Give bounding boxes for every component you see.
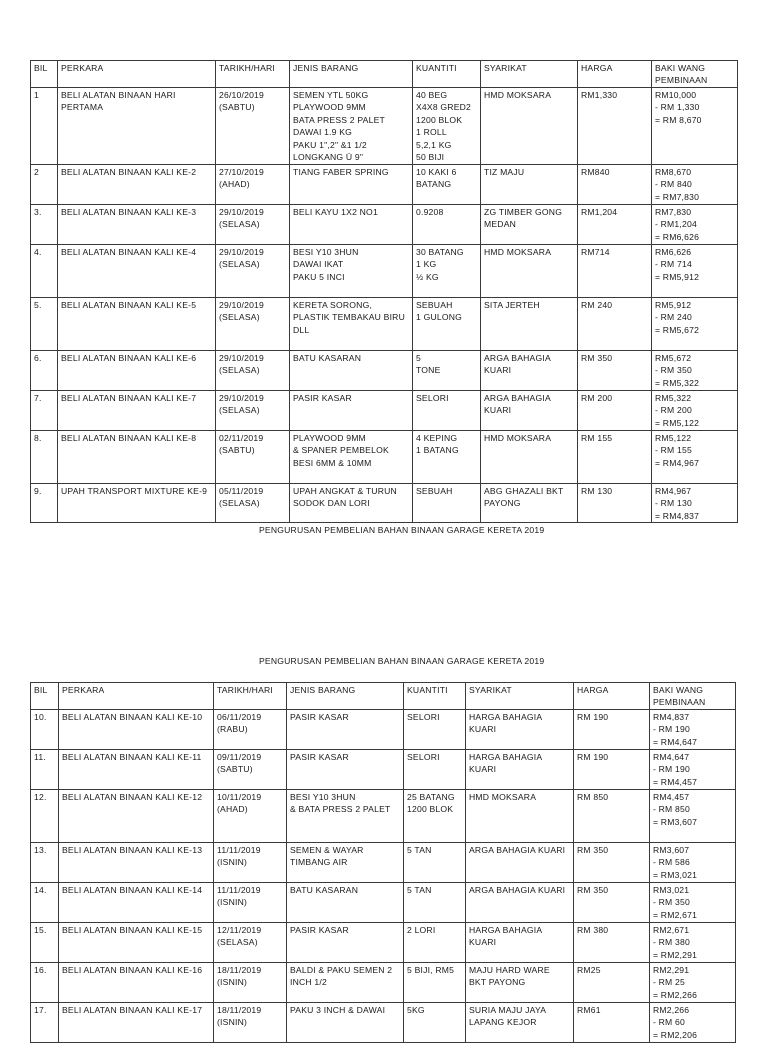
cell-kuantiti: 5 TONE xyxy=(413,351,481,391)
cell-bil: 17. xyxy=(31,1003,59,1043)
cell-jenis-barang: UPAH ANGKAT & TURUN SODOK DAN LORI xyxy=(290,484,413,523)
cell-syarikat: SURIA MAJU JAYA LAPANG KEJOR xyxy=(466,1003,574,1043)
cell-perkara: BELI ALATAN BINAAN KALI KE-5 xyxy=(58,298,216,351)
header-harga: HARGA xyxy=(574,683,650,710)
cell-harga: RM 850 xyxy=(574,790,650,843)
cell-kuantiti: SELORI xyxy=(404,750,466,790)
cell-perkara: BELI ALATAN BINAAN KALI KE-6 xyxy=(58,351,216,391)
header-kuantiti: KUANTITI xyxy=(404,683,466,710)
cell-tarikh: 29/10/2019 (SELASA) xyxy=(216,351,290,391)
cell-kuantiti: 2 LORI xyxy=(404,923,466,963)
cell-harga: RM 380 xyxy=(574,923,650,963)
cell-tarikh: 29/10/2019 (SELASA) xyxy=(216,298,290,351)
cell-tarikh: 11/11/2019 (ISNIN) xyxy=(214,843,287,883)
cell-perkara: BELI ALATAN BINAAN KALI KE-3 xyxy=(58,205,216,245)
cell-baki-wang: RM6,626 - RM 714 = RM5,912 xyxy=(652,245,738,298)
cell-harga: RM 240 xyxy=(578,298,652,351)
table-header-row xyxy=(31,683,736,710)
cell-harga: RM 350 xyxy=(574,843,650,883)
header-tarikh: TARIKH/HARI xyxy=(216,61,290,88)
cell-tarikh: 29/10/2019 (SELASA) xyxy=(216,245,290,298)
table-row xyxy=(31,883,736,923)
cell-bil: 3. xyxy=(31,205,58,245)
header-syarikat: SYARIKAT xyxy=(466,683,574,710)
purchase-table-1 xyxy=(30,60,738,523)
cell-perkara: BELI ALATAN BINAAN KALI KE-11 xyxy=(59,750,214,790)
cell-jenis-barang: BATU KASARAN xyxy=(287,883,404,923)
header-harga: HARGA xyxy=(578,61,652,88)
cell-baki-wang: RM2,266 - RM 60 = RM2,206 xyxy=(650,1003,736,1043)
cell-jenis-barang: SEMEN & WAYAR TIMBANG AIR xyxy=(287,843,404,883)
cell-perkara: BELI ALATAN BINAAN KALI KE-17 xyxy=(59,1003,214,1043)
table-2-body xyxy=(31,710,736,1043)
cell-kuantiti: SEBUAH xyxy=(413,484,481,523)
cell-syarikat: ARGA BAHAGIA KUARI xyxy=(466,843,574,883)
header-perkara: PERKARA xyxy=(58,61,216,88)
cell-jenis-barang: KERETA SORONG, PLASTIK TEMBAKAU BIRU DLL xyxy=(290,298,413,351)
header-syarikat: SYARIKAT xyxy=(481,61,578,88)
cell-kuantiti: 4 KEPING 1 BATANG xyxy=(413,431,481,484)
cell-tarikh: 06/11/2019 (RABU) xyxy=(214,710,287,750)
table-row xyxy=(31,165,738,205)
cell-tarikh: 29/10/2019 (SELASA) xyxy=(216,391,290,431)
cell-bil: 16. xyxy=(31,963,59,1003)
cell-baki-wang: RM4,647 - RM 190 = RM4,457 xyxy=(650,750,736,790)
cell-tarikh: 10/11/2019 (AHAD) xyxy=(214,790,287,843)
cell-harga: RM840 xyxy=(578,165,652,205)
cell-harga: RM1,204 xyxy=(578,205,652,245)
cell-tarikh: 12/11/2019 (SELASA) xyxy=(214,923,287,963)
table-row xyxy=(31,790,736,843)
cell-syarikat: MAJU HARD WARE BKT PAYONG xyxy=(466,963,574,1003)
cell-harga: RM61 xyxy=(574,1003,650,1043)
cell-baki-wang: RM5,672 - RM 350 = RM5,322 xyxy=(652,351,738,391)
cell-perkara: BELI ALATAN BINAAN KALI KE-14 xyxy=(59,883,214,923)
cell-jenis-barang: BALDI & PAKU SEMEN 2 INCH 1/2 xyxy=(287,963,404,1003)
cell-syarikat: ARGA BAHAGIA KUARI xyxy=(481,391,578,431)
table-caption-1: PENGURUSAN PEMBELIAN BAHAN BINAAN GARAGE KERETA 2019 xyxy=(259,525,545,535)
cell-perkara: BELI ALATAN BINAAN KALI KE-2 xyxy=(58,165,216,205)
cell-baki-wang: RM5,122 - RM 155 = RM4,967 xyxy=(652,431,738,484)
table-header-row xyxy=(31,61,738,88)
cell-syarikat: ABG GHAZALI BKT PAYONG xyxy=(481,484,578,523)
cell-tarikh: 09/11/2019 (SABTU) xyxy=(214,750,287,790)
cell-kuantiti: 40 BEG X4X8 GRED2 1200 BLOK 1 ROLL 5,2,1 KG 50 BIJI xyxy=(413,88,481,165)
cell-perkara: BELI ALATAN BINAAN HARI PERTAMA xyxy=(58,88,216,165)
cell-jenis-barang: BELI KAYU 1X2 NO1 xyxy=(290,205,413,245)
cell-bil: 1 xyxy=(31,88,58,165)
cell-bil: 13. xyxy=(31,843,59,883)
cell-bil: 4. xyxy=(31,245,58,298)
cell-bil: 10. xyxy=(31,710,59,750)
cell-syarikat: HMD MOKSARA xyxy=(466,790,574,843)
table-row xyxy=(31,923,736,963)
cell-syarikat: ARGA BAHAGIA KUARI xyxy=(466,883,574,923)
cell-jenis-barang: BESI Y10 3HUN DAWAI IKAT PAKU 5 INCI xyxy=(290,245,413,298)
cell-bil: 8. xyxy=(31,431,58,484)
cell-kuantiti: SELORI xyxy=(413,391,481,431)
cell-jenis-barang: TIANG FABER SPRING xyxy=(290,165,413,205)
cell-kuantiti: 0.9208 xyxy=(413,205,481,245)
cell-jenis-barang: PASIR KASAR xyxy=(287,710,404,750)
cell-baki-wang: RM10,000 - RM 1,330 = RM 8,670 xyxy=(652,88,738,165)
header-kuantiti: KUANTITI xyxy=(413,61,481,88)
cell-kuantiti: 5KG xyxy=(404,1003,466,1043)
cell-syarikat: HARGA BAHAGIA KUARI xyxy=(466,710,574,750)
cell-jenis-barang: PAKU 3 INCH & DAWAI xyxy=(287,1003,404,1043)
cell-syarikat: ZG TIMBER GONG MEDAN xyxy=(481,205,578,245)
cell-jenis-barang: PASIR KASAR xyxy=(287,750,404,790)
cell-syarikat: ARGA BAHAGIA KUARI xyxy=(481,351,578,391)
cell-syarikat: HMD MOKSARA xyxy=(481,88,578,165)
header-bil: BIL xyxy=(31,683,59,710)
header-jenis-barang: JENIS BARANG xyxy=(290,61,413,88)
cell-baki-wang: RM3,021 - RM 350 = RM2,671 xyxy=(650,883,736,923)
cell-bil: 12. xyxy=(31,790,59,843)
table-row xyxy=(31,391,738,431)
cell-harga: RM 350 xyxy=(578,351,652,391)
cell-tarikh: 05/11/2019 (SELASA) xyxy=(216,484,290,523)
cell-jenis-barang: PLAYWOOD 9MM & SPANER PEMBELOK BESI 6MM & 10MM xyxy=(290,431,413,484)
cell-baki-wang: RM7,830 - RM1,204 = RM6,626 xyxy=(652,205,738,245)
cell-kuantiti: 10 KAKI 6 BATANG xyxy=(413,165,481,205)
table-row xyxy=(31,843,736,883)
header-tarikh: TARIKH/HARI xyxy=(214,683,287,710)
table-row xyxy=(31,963,736,1003)
cell-tarikh: 26/10/2019 (SABTU) xyxy=(216,88,290,165)
cell-syarikat: HARGA BAHAGIA KUARI xyxy=(466,750,574,790)
cell-baki-wang: RM5,912 - RM 240 = RM5,672 xyxy=(652,298,738,351)
cell-bil: 6. xyxy=(31,351,58,391)
table-caption-2: PENGURUSAN PEMBELIAN BAHAN BINAAN GARAGE KERETA 2019 xyxy=(259,656,545,666)
cell-tarikh: 02/11/2019 (SABTU) xyxy=(216,431,290,484)
cell-perkara: BELI ALATAN BINAAN KALI KE-12 xyxy=(59,790,214,843)
cell-kuantiti: 30 BATANG 1 KG ½ KG xyxy=(413,245,481,298)
cell-harga: RM 200 xyxy=(578,391,652,431)
cell-jenis-barang: SEMEN YTL 50KG PLAYWOOD 9MM BATA PRESS 2 PALET DAWAI 1.9 KG PAKU 1",2" &1 1/2 LONGKANG Ü 9" xyxy=(290,88,413,165)
cell-harga: RM1,330 xyxy=(578,88,652,165)
cell-baki-wang: RM4,837 - RM 190 = RM4,647 xyxy=(650,710,736,750)
cell-baki-wang: RM4,457 - RM 850 = RM3,607 xyxy=(650,790,736,843)
cell-syarikat: TIZ MAJU xyxy=(481,165,578,205)
cell-baki-wang: RM5,322 - RM 200 = RM5,122 xyxy=(652,391,738,431)
table-row xyxy=(31,245,738,298)
cell-tarikh: 29/10/2019 (SELASA) xyxy=(216,205,290,245)
cell-jenis-barang: PASIR KASAR xyxy=(290,391,413,431)
table-row xyxy=(31,484,738,523)
table-1-body xyxy=(31,88,738,523)
cell-bil: 9. xyxy=(31,484,58,523)
cell-baki-wang: RM2,291 - RM 25 = RM2,266 xyxy=(650,963,736,1003)
cell-bil: 14. xyxy=(31,883,59,923)
cell-bil: 11. xyxy=(31,750,59,790)
cell-harga: RM 130 xyxy=(578,484,652,523)
cell-perkara: BELI ALATAN BINAAN KALI KE-7 xyxy=(58,391,216,431)
cell-baki-wang: RM8,670 - RM 840 = RM7,830 xyxy=(652,165,738,205)
cell-perkara: BELI ALATAN BINAAN KALI KE-8 xyxy=(58,431,216,484)
table-row xyxy=(31,351,738,391)
header-baki-wang: BAKI WANG PEMBINAAN xyxy=(650,683,736,710)
cell-tarikh: 18/11/2019 (ISNIN) xyxy=(214,963,287,1003)
cell-baki-wang: RM4,967 - RM 130 = RM4,837 xyxy=(652,484,738,523)
table-row xyxy=(31,205,738,245)
cell-tarikh: 27/10/2019 (AHAD) xyxy=(216,165,290,205)
cell-perkara: BELI ALATAN BINAAN KALI KE-4 xyxy=(58,245,216,298)
cell-perkara: BELI ALATAN BINAAN KALI KE-13 xyxy=(59,843,214,883)
cell-bil: 5. xyxy=(31,298,58,351)
cell-harga: RM25 xyxy=(574,963,650,1003)
cell-perkara: BELI ALATAN BINAAN KALI KE-15 xyxy=(59,923,214,963)
cell-harga: RM 155 xyxy=(578,431,652,484)
cell-perkara: BELI ALATAN BINAAN KALI KE-10 xyxy=(59,710,214,750)
cell-syarikat: HMD MOKSARA xyxy=(481,431,578,484)
cell-bil: 15. xyxy=(31,923,59,963)
table-row xyxy=(31,88,738,165)
cell-kuantiti: 5 TAN xyxy=(404,883,466,923)
cell-harga: RM 190 xyxy=(574,750,650,790)
cell-kuantiti: 5 BIJI, RM5 xyxy=(404,963,466,1003)
cell-bil: 7. xyxy=(31,391,58,431)
cell-syarikat: HARGA BAHAGIA KUARI xyxy=(466,923,574,963)
cell-harga: RM714 xyxy=(578,245,652,298)
cell-perkara: BELI ALATAN BINAAN KALI KE-16 xyxy=(59,963,214,1003)
cell-syarikat: SITA JERTEH xyxy=(481,298,578,351)
cell-jenis-barang: PASIR KASAR xyxy=(287,923,404,963)
table-row xyxy=(31,298,738,351)
header-bil: BIL xyxy=(31,61,58,88)
table-row xyxy=(31,710,736,750)
cell-baki-wang: RM3,607 - RM 586 = RM3,021 xyxy=(650,843,736,883)
header-baki-wang: BAKI WANG PEMBINAAN xyxy=(652,61,738,88)
header-jenis-barang: JENIS BARANG xyxy=(287,683,404,710)
cell-kuantiti: SELORI xyxy=(404,710,466,750)
cell-kuantiti: SEBUAH 1 GULONG xyxy=(413,298,481,351)
cell-harga: RM 190 xyxy=(574,710,650,750)
cell-tarikh: 18/11/2019 (ISNIN) xyxy=(214,1003,287,1043)
table-row xyxy=(31,750,736,790)
table-row xyxy=(31,431,738,484)
cell-kuantiti: 25 BATANG 1200 BLOK xyxy=(404,790,466,843)
purchase-table-2 xyxy=(30,682,736,1043)
cell-kuantiti: 5 TAN xyxy=(404,843,466,883)
cell-perkara: UPAH TRANSPORT MIXTURE KE-9 xyxy=(58,484,216,523)
cell-tarikh: 11/11/2019 (ISNIN) xyxy=(214,883,287,923)
cell-syarikat: HMD MOKSARA xyxy=(481,245,578,298)
cell-jenis-barang: BESI Y10 3HUN & BATA PRESS 2 PALET xyxy=(287,790,404,843)
cell-baki-wang: RM2,671 - RM 380 = RM2,291 xyxy=(650,923,736,963)
table-row xyxy=(31,1003,736,1043)
cell-jenis-barang: BATU KASARAN xyxy=(290,351,413,391)
cell-harga: RM 350 xyxy=(574,883,650,923)
cell-bil: 2 xyxy=(31,165,58,205)
header-perkara: PERKARA xyxy=(59,683,214,710)
